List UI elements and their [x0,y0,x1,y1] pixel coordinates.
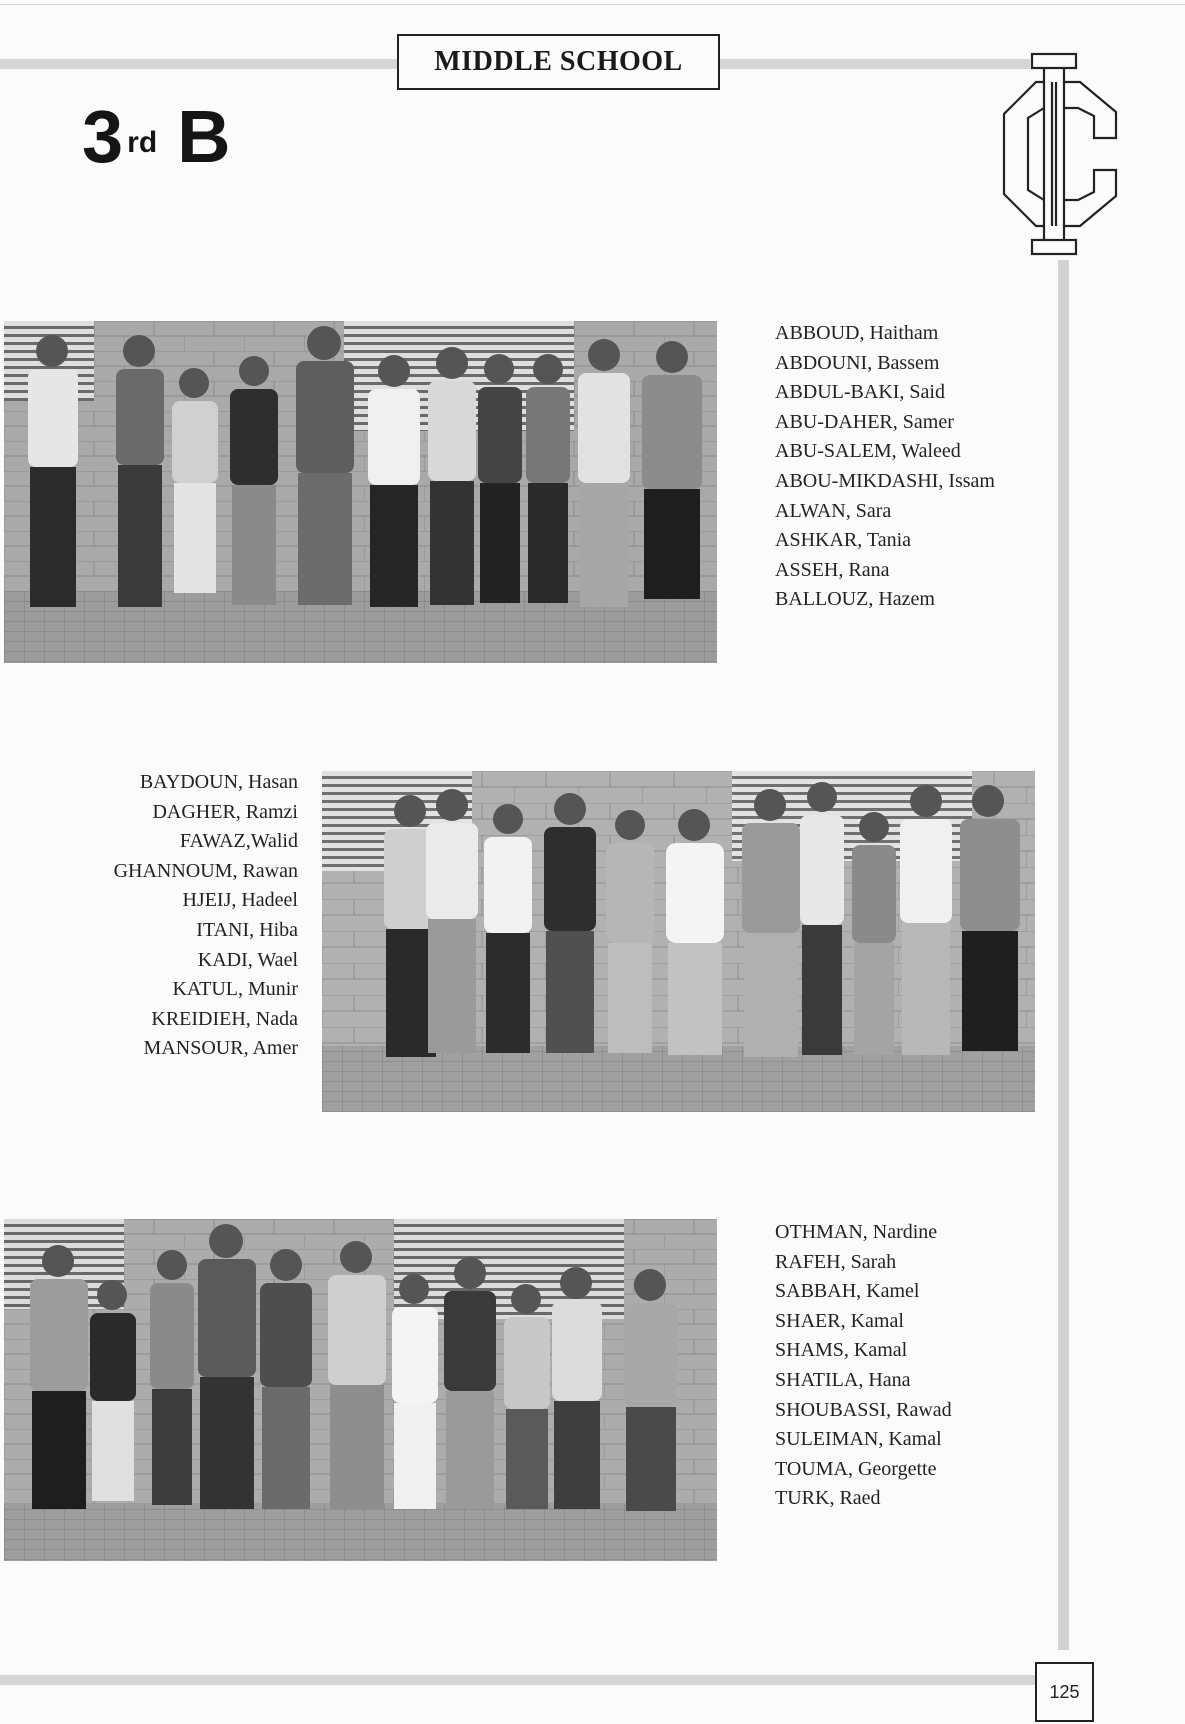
section-title [397,34,720,90]
class-letter: B [177,95,231,178]
student-name: ABDOUNI, Bassem [775,351,940,374]
top-hairline [0,4,1185,5]
student-name: OTHMAN, Nardine [775,1221,938,1243]
student-name: ITANI, Hiba [196,918,298,941]
name-list-2 [60,768,298,1064]
student-name: ABBOUD, Haitham [775,322,939,344]
student-name: ASHKAR, Tania [775,529,912,552]
student-name: SABBAH, Kamel [775,1280,920,1303]
student-name: TURK, Raed [775,1487,881,1510]
student-name: SULEIMAN, Kamal [775,1428,942,1451]
student-name: HJEIJ, Hadeel [182,889,298,912]
name-list-1 [775,319,995,615]
class-title [82,95,231,178]
student-name: BAYDOUN, Hasan [139,771,298,793]
page-number: 125 [1049,1681,1080,1702]
class-photo-3 [4,1219,717,1561]
student-name: SHAER, Kamal [775,1309,904,1332]
class-photo-1 [4,321,717,663]
student-name: DAGHER, Ramzi [152,800,298,823]
footer-band [0,1675,1035,1685]
student-name: ALWAN, Sara [775,499,892,522]
student-name: RAFEH, Sarah [775,1250,897,1273]
student-name: ABU-DAHER, Samer [775,410,954,433]
class-number-suffix: rd [127,126,158,159]
right-margin-band [1058,260,1069,1650]
student-name: ASSEH, Rana [775,558,890,581]
student-name: KATUL, Munir [172,978,298,1001]
student-name: SHOUBASSI, Rawad [775,1398,952,1421]
name-list-3 [775,1218,952,1514]
student-name: GHANNOUM, Rawan [113,859,298,882]
student-name: KADI, Wael [197,948,298,971]
student-name: ABU-SALEM, Waleed [775,440,961,463]
class-photo-2 [322,771,1035,1112]
student-name: TOUMA, Georgette [775,1457,937,1480]
student-name: ABDUL-BAKI, Said [775,381,945,404]
page-number-box [1035,1662,1094,1722]
section-title-text: MIDDLE SCHOOL [434,46,683,77]
student-name: ABOU-MIKDASHI, Issam [775,469,995,492]
student-name: KREIDIEH, Nada [151,1007,298,1030]
class-number: 3 [82,95,124,178]
school-monogram-ic-icon [998,52,1126,261]
student-name: SHATILA, Hana [775,1368,911,1391]
student-name: FAWAZ,Walid [179,830,298,853]
student-name: MANSOUR, Amer [143,1037,298,1060]
student-name: BALLOUZ, Hazem [775,588,935,611]
student-name: SHAMS, Kamal [775,1339,908,1362]
